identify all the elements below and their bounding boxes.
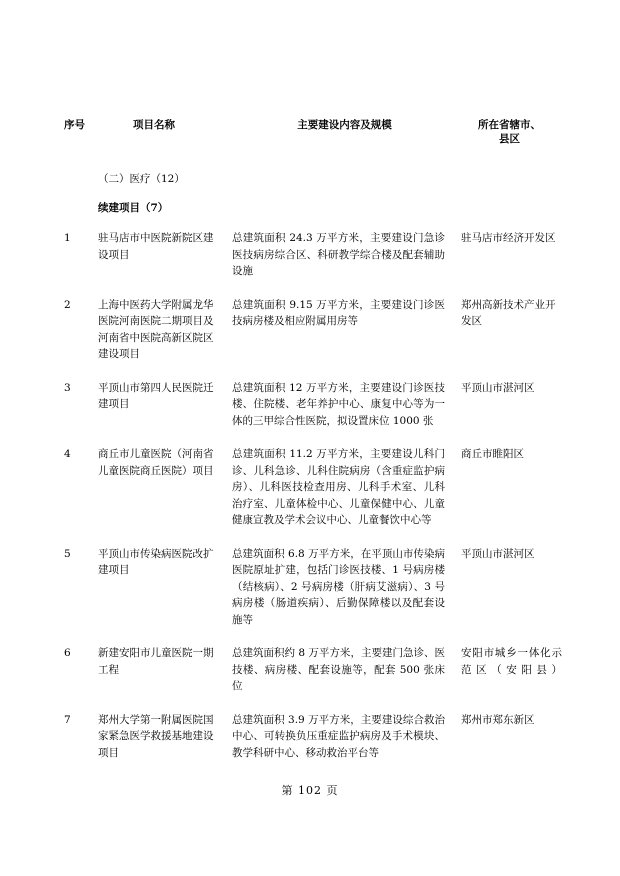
section-heading-spacer-region [457,172,562,201]
row-construction-content: 总建筑面积约 8 万平方米，主要建门急诊、医技楼、病房楼、配套设施等，配套 500 张床位 [232,647,445,692]
row-region: 平顶山市湛河区 [461,547,535,560]
section-heading-label: 续建项目（7） [98,202,169,214]
row-sequence-number: 3 [64,381,71,394]
row-region-text: 安阳市城乡一体化示范区（安阳县） [461,647,562,676]
row-sequence-number: 1 [64,232,71,244]
row-region: 驻马店市经济开发区 [461,232,556,244]
table-row [62,645,562,712]
row-construction-content: 总建筑面积 11.2 万平方米，主要建设儿科门诊、儿科急诊、儿科住院病房（含重症监护病房）、儿科医技检查用房、儿科手术室、儿科治疗室、儿童体检中心、儿童保健中心、儿童健康宣教及学术会议中心、儿童餐饮中心等 [232,448,445,526]
table-row [62,380,562,447]
section-heading-spacer-desc [232,172,457,201]
table-row [62,446,562,546]
row-region: 平顶山市湛河区 [461,381,535,394]
row-sequence-number: 7 [64,713,71,726]
row-region: 商丘市睢阳区 [461,448,524,460]
section-heading-spacer [62,201,92,230]
row-construction-content: 总建筑面积 9.15 万平方米，主要建设门诊医技病房楼及相应附属用房等 [232,298,445,327]
column-header-sequence: 序号 [64,119,85,131]
row-project-name: 商丘市儿童医院（河南省儿童医院商丘医院）项目 [98,448,214,477]
project-table [62,118,562,778]
table-body [62,118,562,778]
table-row [62,712,562,779]
row-region: 郑州高新技术产业开发区 [461,298,556,327]
section-heading-spacer [62,172,92,201]
row-construction-content: 总建筑面积 3.9 万平方米，主要建设综合救治中心、可转换负压重症监护病房及手术模块、教学科研中心、移动救治平台等 [232,713,445,759]
row-region [457,645,562,712]
row-project-name: 驻马店市中医院新院区建设项目 [98,232,214,261]
table-row [62,230,562,297]
section-heading-label: （二）医疗（12） [98,173,185,185]
column-header-region-line2: 县区 [499,133,520,145]
row-region: 郑州市郑东新区 [461,713,535,726]
row-project-name: 平顶山市传染病医院改扩建项目 [98,547,214,576]
row-sequence-number: 6 [64,647,71,659]
section-heading-row [62,201,562,230]
page-footer: 第 102 页 [281,784,339,797]
section-heading-spacer-region [457,201,562,230]
column-header-project-name: 项目名称 [133,119,175,131]
table-row [62,297,562,380]
table-header-row [62,118,562,172]
row-sequence-number: 4 [64,448,71,460]
row-construction-content: 总建筑面积 12 万平方米，主要建设门诊医技楼、住院楼、老年养护中心、康复中心等为一体的三甲综合性医院，拟设置床位 1000 张 [232,381,445,427]
column-header-region [457,118,562,172]
row-sequence-number: 2 [64,298,71,311]
row-project-name: 新建安阳市儿童医院一期工程 [98,647,214,676]
row-project-name: 平顶山市第四人民医院迁建项目 [98,381,214,410]
row-project-name: 郑州大学第一附属医院国家紧急医学救援基地建设项目 [98,713,214,759]
column-header-construction-content: 主要建设内容及规模 [297,119,392,131]
section-heading-spacer-desc [232,201,457,230]
row-sequence-number: 5 [64,547,71,560]
row-construction-content: 总建筑面积 6.8 万平方米，在平顶山市传染病医院原址扩建，包括门诊医技楼、1 号病房楼（结核病）、2 号病房楼（肝病艾滋病）、3 号病房楼（肠道疾病）、后勤保障楼以及配套设施等 [232,547,445,626]
section-heading-row [62,172,562,201]
row-project-name: 上海中医药大学附属龙华医院河南医院二期项目及河南省中医院高新区院区建设项目 [98,298,214,360]
column-header-region-line1: 所在省辖市、 [478,119,541,131]
row-construction-content: 总建筑面积 24.3 万平方米，主要建设门急诊医技病房综合区、科研教学综合楼及配套辅助设施 [232,232,445,277]
table-row [62,546,562,646]
